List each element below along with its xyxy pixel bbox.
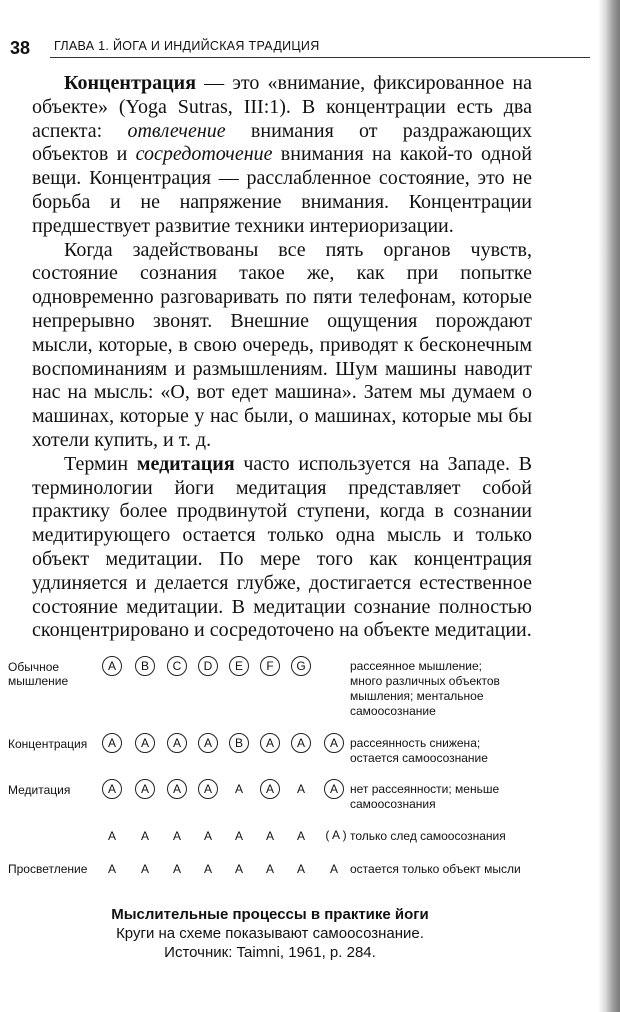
circled-letter: A [198, 779, 218, 799]
plain-letter: A [234, 862, 243, 876]
paragraph-concentration [32, 72, 532, 239]
caption-source: Источник: Taimni, 1961, p. 284. [164, 944, 376, 961]
circled-letter: A [102, 779, 122, 799]
circled-letter: A [167, 779, 187, 799]
desc-line: нет рассеянности; меньше [350, 782, 500, 796]
desc-line: рассеянность снижена; [350, 736, 481, 750]
page-number: 38 [10, 38, 31, 58]
body-text [32, 72, 532, 643]
plain-letter: A [234, 782, 243, 796]
row-label-line: Обычное [8, 660, 60, 674]
circled-letter: A [102, 733, 122, 753]
emphasis-focus: сосредоточение [135, 143, 273, 166]
plain-letter: A [296, 782, 305, 796]
plain-letter: A [203, 829, 212, 843]
desc-line: много различных объектов [350, 674, 500, 688]
parenthesized-letter: ( A ) [325, 828, 347, 842]
row-label-enlightenment: Просветление [8, 862, 88, 876]
header-rule [50, 57, 590, 58]
circled-letter: G [291, 656, 311, 676]
circled-letter: D [198, 656, 218, 676]
circled-letter: A [135, 733, 155, 753]
circled-letter: A [291, 733, 311, 753]
plain-letter: A [234, 829, 243, 843]
plain-letter: A [265, 829, 274, 843]
running-header [10, 36, 590, 58]
plain-letter: A [172, 862, 181, 876]
row-desc-enlightenment [350, 862, 540, 877]
row-desc-concentration [350, 736, 540, 766]
row-desc-ordinary [350, 659, 540, 719]
row-label-ordinary [8, 660, 68, 688]
caption-note: Круги на схеме показывают самоосознание. [116, 925, 424, 942]
circled-letter: A [324, 779, 344, 799]
circled-letter: A [102, 656, 122, 676]
yoga-thought-diagram [0, 650, 560, 890]
emphasis-distraction: отвлечение [127, 119, 226, 142]
desc-line: самоосознание [350, 704, 436, 718]
circled-letter: A [324, 733, 344, 753]
circled-letter: B [229, 733, 249, 753]
plain-letter: A [203, 862, 212, 876]
circled-letter: A [135, 779, 155, 799]
plain-letter: A [329, 862, 338, 876]
plain-letter: A [140, 862, 149, 876]
row-desc-trace [350, 829, 540, 844]
circled-letter: A [260, 733, 280, 753]
desc-line: остается только объект мысли [350, 862, 521, 876]
plain-letter: A [172, 829, 181, 843]
row-label-meditation: Медитация [8, 783, 71, 797]
paragraph-text: внимания на какой-то одной вещи. Концентрация — расслабленное состояние, это не борьба и не напряжение внимания. Концентрации предшествует развитие техники интериоризации. [32, 143, 532, 237]
plain-letter: A [296, 862, 305, 876]
circled-letter: A [167, 733, 187, 753]
plain-letter: A [107, 862, 116, 876]
row-desc-meditation [350, 782, 540, 812]
chapter-title: ГЛАВА 1. ЙОГА И ИНДИЙСКАЯ ТРАДИЦИЯ [54, 39, 320, 53]
paragraph-text: внимания от раздражающих объектов и [32, 119, 532, 166]
term-concentration: Концентрация [64, 72, 197, 94]
paragraph-meditation [32, 453, 532, 643]
desc-line: самоосознания [350, 797, 436, 811]
plain-letter: A [296, 829, 305, 843]
paragraph-senses: Когда задействованы все пять органов чувств, состояние сознания такое же, как при попытке одновременно разговаривать по пяти телефонам, которые непрерывно звонят. Внешние ощущения порождают мысли, которые, в свою очередь, приводят к бесконечным воспоминаниям и размышлениям. Шум машины наводит нас на мысль: «О, вот едет машина». Затем мы думаем о машинах, которые у нас были, о машинах, которые мы бы хотели купить, и т. д. [32, 238, 532, 451]
paragraph-text: часто используется на Западе. В терминологии йоги медитация представляет собой практику более продвинутой ступени, когда в сознании медитирующего остается только одна мысль и только объект медитации. По мере того как концентрация удлиняется и делается глубже, достигается естественное состояние медитации. В медитации сознание полностью сконцентрировано и сосредоточено на объекте медитации. [32, 452, 533, 642]
plain-letter: A [140, 829, 149, 843]
term-meditation: медитация [136, 452, 235, 475]
paragraph-text: — это «внимание, фиксированное на объекте» (Yoga Sutras, III:1). В концентрации есть два аспекта: [32, 72, 532, 142]
caption-title: Мыслительные процессы в практике йоги [111, 906, 429, 923]
plain-letter: A [265, 862, 274, 876]
circled-letter: A [198, 733, 218, 753]
row-label-line: мышление [8, 674, 69, 688]
desc-line: мышления; ментальное [350, 689, 484, 703]
page-edge-shadow [598, 0, 620, 1012]
circled-letter: E [229, 656, 249, 676]
row-label-concentration: Концентрация [8, 737, 88, 751]
plain-letter: A [107, 829, 116, 843]
desc-line: только след самоосознания [350, 829, 506, 843]
desc-line: рассеянное мышление; [350, 659, 482, 673]
circled-letter: B [135, 656, 155, 676]
circled-letter: A [260, 779, 280, 799]
desc-line: остается самоосознание [350, 751, 488, 765]
circled-letter: F [260, 656, 280, 676]
figure-caption [0, 905, 540, 962]
circled-letter: C [167, 656, 187, 676]
paragraph-text: Термин [64, 452, 137, 475]
